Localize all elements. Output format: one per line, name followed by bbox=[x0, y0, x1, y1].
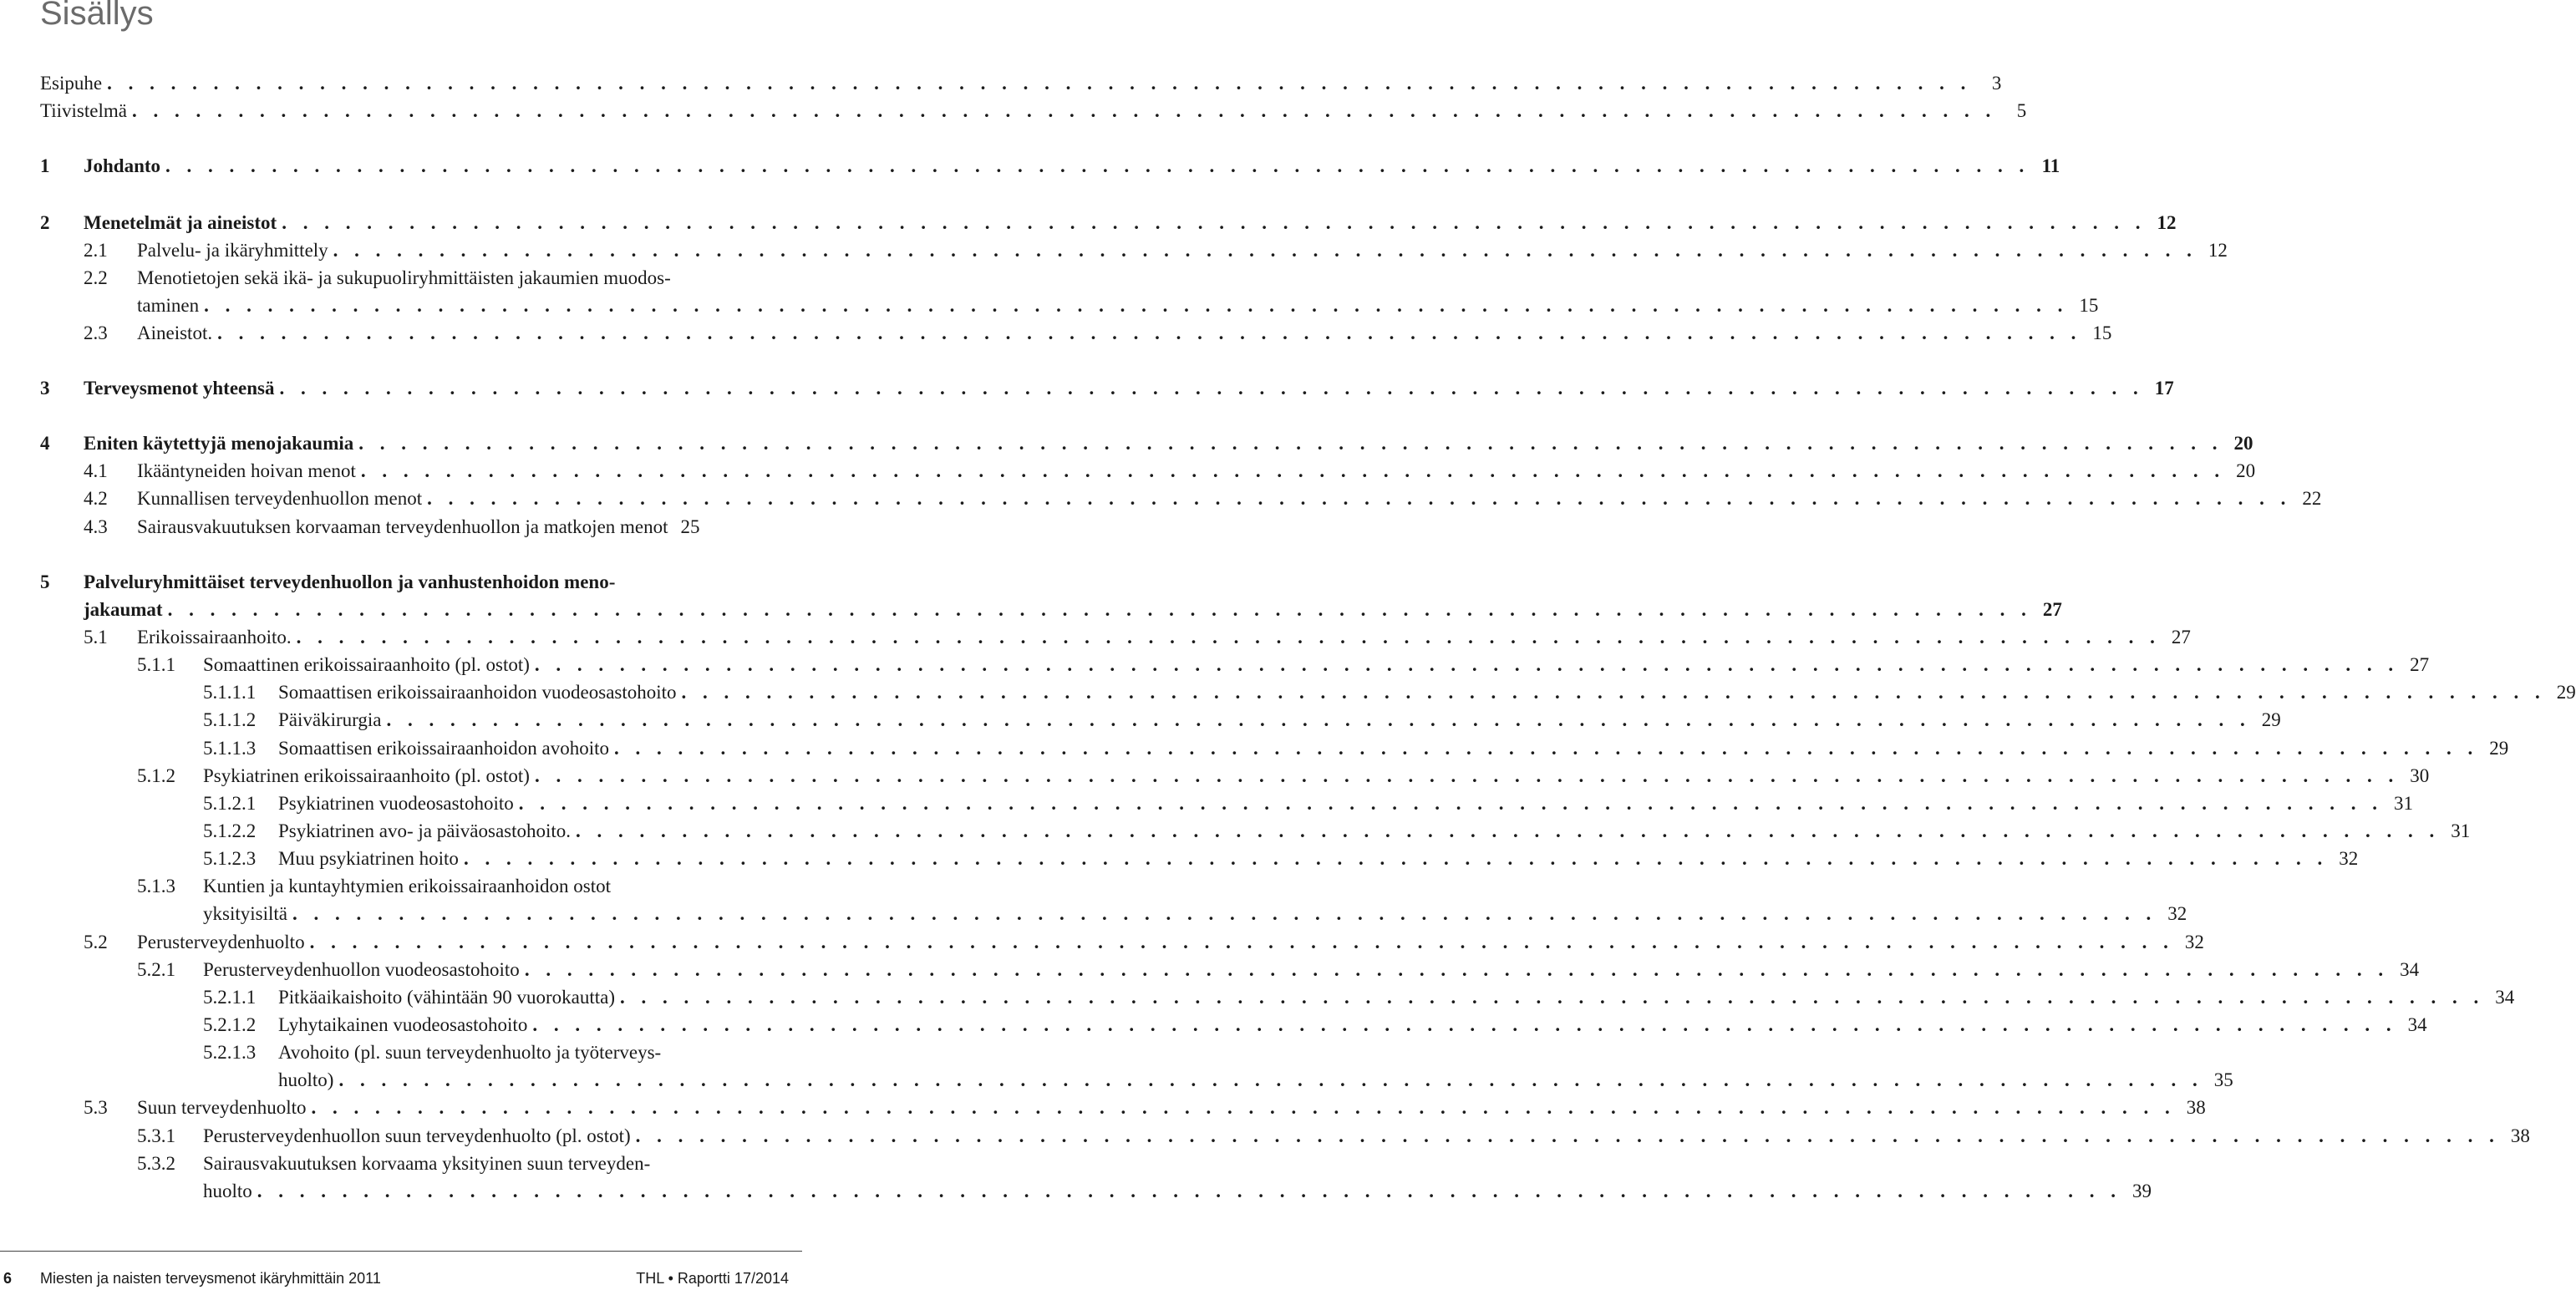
dot-leader bbox=[535, 652, 2399, 678]
toc-entry-5-1-2-3[interactable] bbox=[278, 846, 2359, 872]
toc-page-number: 27 bbox=[2410, 654, 2430, 675]
toc-page-number: 35 bbox=[2213, 1069, 2233, 1090]
toc-entry-title: jakaumat bbox=[84, 599, 163, 620]
toc-page-number: 12 bbox=[2208, 240, 2228, 261]
toc-entry-title-line: Sairausvakuutuksen korvaama yksityinen suun terveyden- bbox=[203, 1153, 651, 1174]
toc-entry-5-1-2-2[interactable] bbox=[278, 818, 2471, 845]
toc-entry-terveysmenot[interactable] bbox=[84, 375, 2174, 402]
toc-section-number: 5.2 bbox=[84, 932, 108, 952]
toc-page-number: 20 bbox=[2233, 433, 2253, 454]
toc-section-number: 5.3.1 bbox=[137, 1125, 175, 1146]
toc-entry-2-1[interactable] bbox=[137, 237, 2228, 264]
toc-section-number: 2 bbox=[40, 212, 50, 233]
toc-entry-5-1-1-2[interactable] bbox=[278, 707, 2281, 734]
toc-section-number: 5.2.1.3 bbox=[203, 1042, 257, 1063]
dot-leader bbox=[614, 735, 2478, 762]
toc-section-number: 5.2.1.1 bbox=[203, 987, 257, 1008]
footer-publication-title: Miesten ja naisten terveysmenot ikäryhmittäin 2011 bbox=[40, 1270, 381, 1287]
toc-entry-5-2-1[interactable] bbox=[203, 957, 2420, 983]
toc-entry-5-1-1[interactable] bbox=[203, 652, 2430, 678]
toc-page-number: 27 bbox=[2171, 627, 2191, 648]
toc-entry-5-3-2[interactable] bbox=[203, 1178, 2152, 1205]
dot-leader bbox=[310, 929, 2174, 956]
toc-entry-5-2-1-2[interactable] bbox=[278, 1012, 2427, 1039]
toc-entry-johdanto[interactable] bbox=[84, 153, 2060, 180]
toc-section-number: 5.1.2.3 bbox=[203, 848, 257, 869]
toc-entry-title: Ikääntyneiden hoivan menot bbox=[137, 460, 356, 481]
toc-section-number: 4 bbox=[40, 433, 50, 454]
toc-page-number: 27 bbox=[2042, 599, 2062, 620]
toc-entry-title: Palvelu- ja ikäryhmittely bbox=[137, 240, 328, 261]
dot-leader bbox=[525, 957, 2389, 983]
toc-page-number: 22 bbox=[2302, 488, 2322, 509]
toc-page-number: 34 bbox=[2400, 959, 2420, 980]
toc-page-number: 17 bbox=[2154, 378, 2174, 399]
toc-entry-5-2-1-1[interactable] bbox=[278, 984, 2515, 1011]
toc-section-number: 5.2.1 bbox=[137, 959, 175, 980]
toc-entry-title: taminen bbox=[137, 295, 200, 316]
dot-leader bbox=[168, 597, 2032, 623]
footer-separator: • bbox=[668, 1270, 673, 1287]
dot-leader bbox=[333, 237, 2197, 264]
toc-entry-5-3[interactable] bbox=[137, 1094, 2206, 1121]
toc-entry-title: Psykiatrinen avo- ja päiväosastohoito. bbox=[278, 820, 572, 841]
toc-entry-tiivistelma[interactable] bbox=[40, 98, 2027, 124]
toc-page-number: 29 bbox=[2261, 709, 2281, 730]
toc-page-number: 32 bbox=[2167, 903, 2187, 924]
toc-section-number: 4.2 bbox=[84, 488, 108, 509]
toc-entry-esipuhe[interactable] bbox=[40, 70, 2002, 97]
toc-entry-title: Erikoissairaanhoito. bbox=[137, 627, 292, 648]
dot-leader bbox=[532, 1012, 2396, 1039]
toc-section-number: 3 bbox=[40, 378, 50, 399]
toc-page-number: 39 bbox=[2132, 1181, 2152, 1201]
toc-section-number: 5 bbox=[40, 571, 50, 592]
toc-entry-title: Perusterveydenhuollon suun terveydenhuolto (pl. ostot) bbox=[203, 1125, 631, 1146]
toc-section-number: 5.1.2.1 bbox=[203, 793, 257, 814]
toc-entry-title: Suun terveydenhuolto bbox=[137, 1097, 307, 1118]
toc-entry-menetelmat[interactable] bbox=[84, 210, 2177, 236]
toc-entry-title: Pitkäaikaishoito (vähintään 90 vuorokautta) bbox=[278, 987, 616, 1008]
footer-report-info bbox=[636, 1267, 789, 1290]
toc-entry-title: yksityisiltä bbox=[203, 903, 287, 924]
dot-leader bbox=[292, 901, 2157, 927]
toc-section-number: 5.1 bbox=[84, 627, 108, 648]
dot-leader bbox=[312, 1094, 2176, 1121]
toc-section-number: 5.1.1.3 bbox=[203, 738, 257, 759]
toc-section-number: 2.2 bbox=[84, 267, 108, 288]
toc-entry-title: Somaattinen erikoissairaanhoito (pl. ostot) bbox=[203, 654, 530, 675]
toc-page-number: 5 bbox=[2016, 100, 2027, 121]
toc-page-number: 3 bbox=[1991, 73, 2002, 94]
toc-entry-title: huolto) bbox=[278, 1069, 334, 1090]
toc-entry-title: Sairausvakuutuksen korvaaman terveydenhuollon ja matkojen menot bbox=[137, 516, 668, 537]
toc-entry-title: Muu psykiatrinen hoito bbox=[278, 848, 459, 869]
toc-section-number: 2.3 bbox=[84, 322, 108, 343]
toc-entry-title-line: Kuntien ja kuntayhtymien erikoissairaanhoidon ostot bbox=[203, 876, 612, 896]
toc-entry-title-line: Menotietojen sekä ikä- ja sukupuoliryhmittäisten jakaumien muodos- bbox=[137, 267, 671, 288]
dot-leader bbox=[217, 320, 2081, 347]
dot-leader bbox=[107, 70, 1971, 97]
toc-page-number: 32 bbox=[2339, 848, 2359, 869]
toc-entry-title: Eniten käytettyjä menojakaumia bbox=[84, 433, 354, 454]
toc-section-number: 5.3.2 bbox=[137, 1153, 175, 1174]
toc-page-number: 32 bbox=[2184, 932, 2204, 952]
toc-page-number: 29 bbox=[2556, 682, 2576, 703]
toc-entry-4-1[interactable] bbox=[137, 458, 2256, 485]
toc-entry-5-1-1-3[interactable] bbox=[278, 735, 2509, 762]
toc-page-number: 15 bbox=[2079, 295, 2099, 316]
page-title: Sisällys bbox=[40, 0, 154, 32]
toc-section-number: 5.1.3 bbox=[137, 876, 175, 896]
dot-leader bbox=[535, 763, 2399, 790]
dot-leader bbox=[361, 458, 2225, 485]
toc-entry-4-3[interactable] bbox=[137, 514, 793, 541]
toc-entry-5-1-2[interactable] bbox=[203, 763, 2430, 790]
toc-entry-5-2-1-3[interactable] bbox=[278, 1067, 2233, 1094]
toc-entry-title: Kunnallisen terveydenhuollon menot bbox=[137, 488, 423, 509]
dot-leader bbox=[279, 375, 2143, 402]
dot-leader bbox=[204, 292, 2068, 319]
dot-leader bbox=[358, 430, 2223, 457]
toc-page-number: 31 bbox=[2393, 793, 2413, 814]
toc-section-number: 5.2.1.2 bbox=[203, 1014, 257, 1035]
toc-entry-title: Perusterveydenhuollon vuodeosastohoito bbox=[203, 959, 520, 980]
toc-entry-title: Aineistot. bbox=[137, 322, 213, 343]
toc-entry-5-1[interactable] bbox=[137, 624, 2191, 651]
toc-page-number: 30 bbox=[2410, 765, 2430, 786]
toc-section-number: 5.1.1 bbox=[137, 654, 175, 675]
dot-leader bbox=[636, 1123, 2500, 1150]
toc-entry-palveluryhmittaiset[interactable] bbox=[84, 597, 2062, 623]
dot-leader bbox=[165, 153, 2030, 180]
toc-section-number: 4.3 bbox=[84, 516, 108, 537]
toc-page-number: 38 bbox=[2510, 1125, 2530, 1146]
toc-entry-title: Psykiatrinen vuodeosastohoito bbox=[278, 793, 514, 814]
toc-entry-5-1-2-1[interactable] bbox=[278, 790, 2413, 817]
toc-entry-5-1-3[interactable] bbox=[203, 901, 2187, 927]
toc-entry-title: Päiväkirurgia bbox=[278, 709, 382, 730]
toc-page-number: 31 bbox=[2451, 820, 2471, 841]
toc-entry-title: Tiivistelmä bbox=[40, 100, 127, 121]
toc-entry-title: huolto bbox=[203, 1181, 252, 1201]
toc-page-number: 34 bbox=[2407, 1014, 2427, 1035]
toc-entry-title-line: Palveluryhmittäiset terveydenhuollon ja vanhustenhoidon meno- bbox=[84, 571, 616, 592]
toc-page-number: 38 bbox=[2186, 1097, 2206, 1118]
dot-leader bbox=[257, 1178, 2121, 1205]
toc-entry-title: Psykiatrinen erikoissairaanhoito (pl. ostot) bbox=[203, 765, 530, 786]
dot-leader bbox=[132, 98, 1996, 124]
toc-entry-title-line: Avohoito (pl. suun terveydenhuolto ja työterveys- bbox=[278, 1042, 662, 1063]
toc-entry-menojakaumia[interactable] bbox=[84, 430, 2253, 457]
toc-page-number: 34 bbox=[2495, 987, 2515, 1008]
dot-leader bbox=[427, 485, 2291, 512]
toc-section-number: 5.3 bbox=[84, 1097, 108, 1118]
toc-section-number: 5.1.1.2 bbox=[203, 709, 257, 730]
dot-leader bbox=[682, 679, 2546, 706]
toc-entry-title: Somaattisen erikoissairaanhoidon avohoito bbox=[278, 738, 610, 759]
toc-section-number: 5.1.2.2 bbox=[203, 820, 257, 841]
dot-leader bbox=[620, 984, 2484, 1011]
toc-entry-title: Perusterveydenhuolto bbox=[137, 932, 305, 952]
toc-page-number: 20 bbox=[2236, 460, 2256, 481]
toc-entry-title: Menetelmät ja aineistot bbox=[84, 212, 277, 233]
toc-entry-5-3-1[interactable] bbox=[203, 1123, 2530, 1150]
dot-leader bbox=[519, 790, 2383, 817]
toc-entry-title: Somaattisen erikoissairaanhoidon vuodeosastohoito bbox=[278, 682, 677, 703]
toc-section-number: 1 bbox=[40, 155, 50, 176]
toc-section-number: 5.1.1.1 bbox=[203, 682, 257, 703]
toc-entry-title: Lyhytaikainen vuodeosastohoito bbox=[278, 1014, 528, 1035]
toc-entry-4-2[interactable] bbox=[137, 485, 2322, 512]
footer-page-number: 6 bbox=[3, 1270, 13, 1287]
toc-section-number: 4.1 bbox=[84, 460, 108, 481]
dot-leader bbox=[387, 707, 2251, 734]
toc-page-number: 25 bbox=[680, 516, 700, 537]
toc-section-number: 5.1.2 bbox=[137, 765, 175, 786]
dot-leader bbox=[464, 846, 2328, 872]
footer-rule bbox=[0, 1251, 802, 1252]
toc-section-number: 2.1 bbox=[84, 240, 108, 261]
footer-report-number: Raportti 17/2014 bbox=[677, 1270, 789, 1287]
toc-entry-5-2[interactable] bbox=[137, 929, 2204, 956]
dot-leader bbox=[297, 624, 2161, 651]
toc-entry-title: Esipuhe bbox=[40, 73, 103, 94]
toc-entry-5-1-1-1[interactable] bbox=[278, 679, 2576, 706]
toc-entry-title: Terveysmenot yhteensä bbox=[84, 378, 275, 399]
toc-entry-title: Johdanto bbox=[84, 155, 161, 176]
dot-leader bbox=[338, 1067, 2203, 1094]
toc-page-number: 15 bbox=[2092, 322, 2112, 343]
dot-leader bbox=[576, 818, 2440, 845]
toc-page-number: 12 bbox=[2157, 212, 2177, 233]
toc-page-number: 11 bbox=[2041, 155, 2060, 176]
footer-publisher: THL bbox=[636, 1270, 664, 1287]
toc-page-number: 29 bbox=[2489, 738, 2509, 759]
dot-leader bbox=[282, 210, 2146, 236]
toc-entry-2-2[interactable] bbox=[137, 292, 2099, 319]
toc-entry-2-3[interactable] bbox=[137, 320, 2112, 347]
